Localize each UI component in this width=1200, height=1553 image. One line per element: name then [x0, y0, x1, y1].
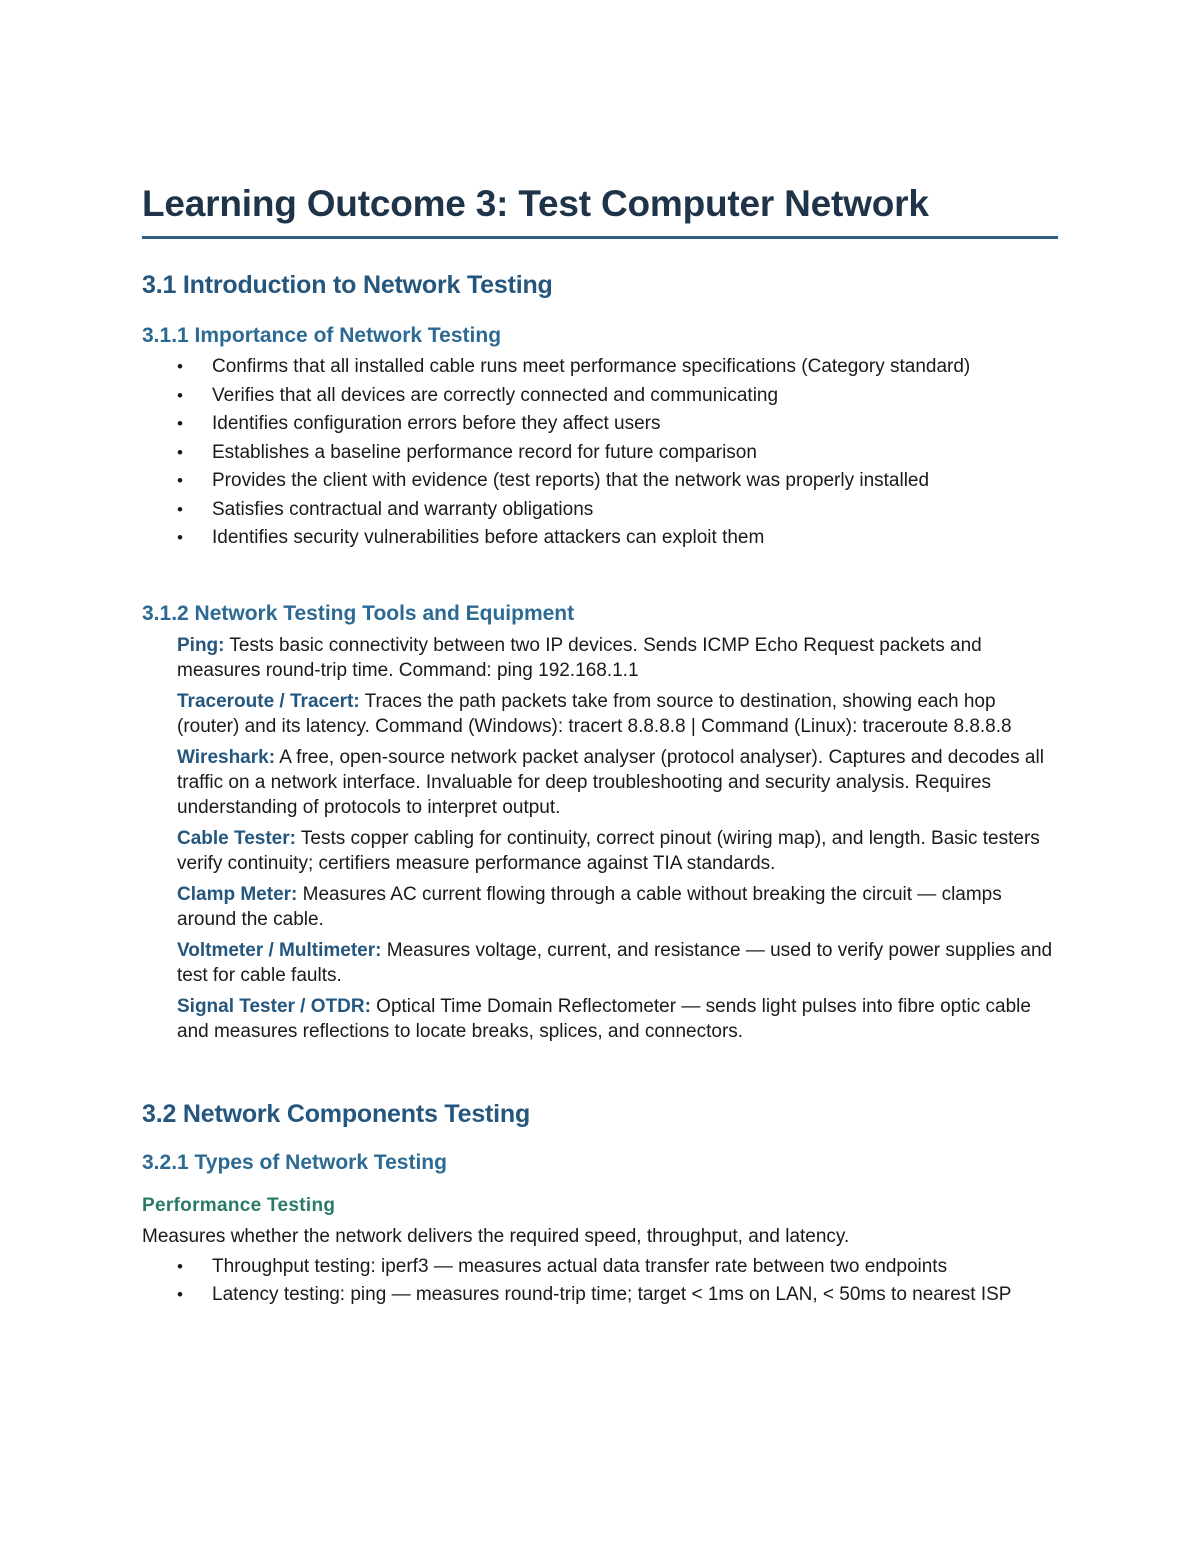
tool-description: A free, open-source network packet analyser (protocol analyser). Captures and decodes all traffic on a network interface. Invaluable for deep troubleshooting and security analysis. Requires understanding of protocols to interpret output.	[177, 746, 1044, 818]
bullet-icon: •	[177, 528, 183, 547]
document-page	[142, 178, 1058, 1312]
tools-list	[142, 633, 1058, 1044]
tool-name: Traceroute / Tracert:	[177, 690, 360, 712]
tool-description: Optical Time Domain Reflectometer — sends light pulses into fibre optic cable and measures reflections to locate breaks, splices, and connectors.	[177, 995, 1031, 1042]
section-3-1-1-heading: 3.1.1 Importance of Network Testing	[142, 324, 502, 347]
tool-name: Cable Tester:	[177, 827, 296, 849]
bullet-icon: •	[177, 1285, 183, 1304]
importance-list	[142, 355, 1058, 551]
tool-description: Measures voltage, current, and resistance — used to verify power supplies and test for cable faults.	[177, 939, 1053, 986]
tool-entry-multimeter	[177, 938, 1058, 988]
tool-entry-otdr	[177, 994, 1058, 1044]
bullet-icon: •	[177, 442, 183, 462]
tool-name: Signal Tester / OTDR:	[177, 995, 371, 1017]
tool-description: Tests basic connectivity between two IP devices. Sends ICMP Echo Request packets and measures round-trip time. Command: ping 192.168.1.1	[177, 634, 982, 681]
list-item: • Verifies that all devices are correctly connected and communicating	[142, 384, 1058, 409]
tool-name: Wireshark:	[177, 746, 276, 768]
bullet-icon: •	[177, 385, 183, 405]
bullet-icon: •	[177, 1256, 183, 1276]
section-3-1-2-heading: 3.1.2 Network Testing Tools and Equipment	[142, 601, 575, 625]
list-item: • Throughput testing: iperf3 — measures actual data transfer rate between two endpoints	[142, 1255, 1058, 1280]
performance-testing-intro: Measures whether the network delivers the required speed, throughput, and latency.	[142, 1225, 850, 1247]
performance-testing-heading: Performance Testing	[142, 1194, 336, 1216]
tool-entry-ping	[177, 633, 1058, 683]
tool-name: Voltmeter / Multimeter:	[177, 939, 382, 961]
bullet-icon: •	[177, 471, 183, 490]
tool-entry-cable-tester	[177, 826, 1058, 876]
list-item: • Satisfies contractual and warranty obligations	[142, 498, 1058, 523]
section-3-2-heading: 3.2 Network Components Testing	[142, 1099, 531, 1128]
document-title: Learning Outcome 3: Test Computer Network	[142, 178, 1058, 239]
bullet-icon: •	[177, 357, 183, 376]
tool-description: Measures AC current flowing through a cable without breaking the circuit — clamps around the cable.	[177, 883, 1002, 930]
list-item: • Identifies security vulnerabilities before attackers can exploit them	[142, 526, 1058, 551]
list-item: • Establishes a baseline performance record for future comparison	[142, 441, 1058, 466]
list-item: • Provides the client with evidence (test reports) that the network was properly installed	[142, 469, 1058, 494]
list-item: • Identifies configuration errors before they affect users	[142, 412, 1058, 437]
tool-entry-traceroute	[177, 689, 1058, 739]
tool-description: Traces the path packets take from source to destination, showing each hop (router) and its latency. Command (Windows): tracert 8.8.8.8 | Command (Linux): traceroute 8.8.8.8	[177, 690, 1012, 737]
tool-name: Clamp Meter:	[177, 883, 298, 905]
section-3-2-1-heading: 3.2.1 Types of Network Testing	[142, 1150, 447, 1174]
tool-name: Ping:	[177, 634, 225, 656]
list-item: • Confirms that all installed cable runs meet performance specifications (Category standard)	[142, 355, 1058, 380]
tool-entry-clamp-meter	[177, 882, 1058, 932]
tool-description: Tests copper cabling for continuity, correct pinout (wiring map), and length. Basic testers verify continuity; certifiers measure performance against TIA standards.	[177, 827, 1040, 874]
bullet-icon: •	[177, 414, 183, 433]
bullet-icon: •	[177, 499, 183, 519]
tool-entry-wireshark	[177, 745, 1058, 820]
list-item: • Latency testing: ping — measures round-trip time; target < 1ms on LAN, < 50ms to nearest ISP	[142, 1283, 1058, 1308]
performance-list	[142, 1255, 1058, 1308]
section-3-1-heading: 3.1 Introduction to Network Testing	[142, 271, 553, 299]
